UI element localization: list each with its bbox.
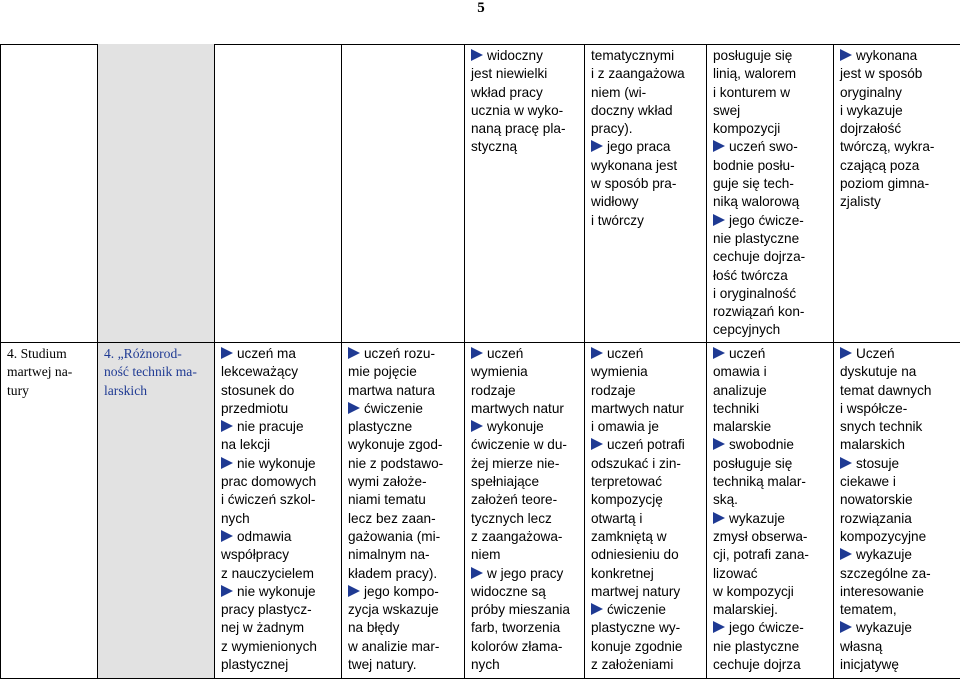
cell-line: łość twórcza xyxy=(713,267,788,283)
cell-line: plastyczne wy- xyxy=(591,620,681,636)
cell-grade-6 xyxy=(834,343,960,679)
cell-line: nych xyxy=(471,657,500,673)
cell-line: linią, walorem xyxy=(713,66,797,82)
triangle-right-icon xyxy=(348,347,360,359)
cell-line: uczeń swo- xyxy=(713,138,829,156)
cell-line: współpracy xyxy=(221,547,289,563)
cell-line: nowatorskie xyxy=(840,492,913,508)
cell-line: zamkniętą w xyxy=(591,528,667,544)
cell-line: wymienia xyxy=(591,364,648,380)
cell-line: farb, tworzenia xyxy=(471,620,561,636)
cell-line: swobodnie xyxy=(713,436,829,454)
cell-grade-4 xyxy=(585,343,707,679)
cell-line: pracy). xyxy=(591,121,633,137)
cell-line: jego kompo- xyxy=(348,583,460,601)
cell-line: kompozycji xyxy=(713,121,781,137)
cell-top-3 xyxy=(215,45,342,343)
cell-line: doczny wkład xyxy=(591,102,673,118)
cell-line: jego praca xyxy=(591,138,702,156)
grading-criteria-table xyxy=(0,44,960,679)
cell-line: guje się tech- xyxy=(713,176,794,192)
cell-line: cji, potrafi zana- xyxy=(713,547,809,563)
cell-line: nie wykonuje xyxy=(221,583,337,601)
cell-line: na błędy xyxy=(348,620,400,636)
cell-line: prac domowych xyxy=(221,474,317,490)
cell-line: w analizie mar- xyxy=(348,638,440,654)
triangle-right-icon xyxy=(471,49,483,61)
cell-line: naną pracę pla- xyxy=(471,121,566,137)
cell-line: ćwiczenie xyxy=(348,400,460,418)
cell-line: wykonana xyxy=(840,47,956,65)
cell-line: uczeń potrafi xyxy=(591,436,702,454)
cell-line: i oryginalność xyxy=(713,285,797,301)
cell-line: nie z podstawo- xyxy=(348,455,444,471)
cell-line: techniki xyxy=(713,400,760,416)
cell-line: gażowania (mi- xyxy=(348,528,441,544)
cell-line: styczną xyxy=(471,139,518,155)
triangle-right-icon xyxy=(591,438,603,450)
cell-line: ską. xyxy=(713,492,738,508)
triangle-right-icon xyxy=(713,621,725,633)
cell-line: konkretnej xyxy=(591,565,654,581)
cell-line: ćwiczenie xyxy=(591,601,702,619)
cell-grade-3 xyxy=(465,343,585,679)
cell-line: interesowanie xyxy=(840,583,924,599)
triangle-right-icon xyxy=(591,347,603,359)
cell-line: dyskutuje na xyxy=(840,364,917,380)
cell-line: martwych natur xyxy=(591,400,684,416)
cell-line: kompozycyjne xyxy=(840,528,927,544)
cell-line: ciekawe i xyxy=(840,474,896,490)
cell-line: uczeń xyxy=(471,345,580,363)
cell-line: odniesieniu do xyxy=(591,547,679,563)
cell-top-8 xyxy=(834,45,960,343)
cell-line: stosuje xyxy=(840,455,956,473)
triangle-right-icon xyxy=(840,49,852,61)
cell-top-4 xyxy=(342,45,465,343)
cell-line: kładem pracy). xyxy=(348,565,438,581)
cell-line: jego ćwicze- xyxy=(713,619,829,637)
cell-line: larskich xyxy=(104,382,148,398)
cell-lesson-number xyxy=(1,343,98,679)
cell-top-7 xyxy=(707,45,834,343)
triangle-right-icon xyxy=(471,347,483,359)
cell-line: z nauczycielem xyxy=(221,565,314,581)
cell-line: widłowy xyxy=(591,194,639,210)
triangle-right-icon xyxy=(713,512,725,524)
cell-line: tycznych lecz xyxy=(471,510,552,526)
cell-line: i wykazuje xyxy=(840,102,903,118)
cell-line: żej mierze nie- xyxy=(471,455,560,471)
triangle-right-icon xyxy=(221,585,233,597)
cell-line: cechuje dojrza- xyxy=(713,249,806,265)
cell-line: temat dawnych xyxy=(840,382,932,398)
cell-line: wymi założe- xyxy=(348,474,427,490)
cell-line: analizuje xyxy=(713,382,767,398)
cell-lesson-topic xyxy=(98,343,215,679)
cell-line: wykazuje xyxy=(840,619,956,637)
cell-line: niami tematu xyxy=(348,492,426,508)
cell-line: omawia i xyxy=(713,364,767,380)
cell-top-5 xyxy=(465,45,585,343)
cell-line: nej w żadnym xyxy=(221,620,305,636)
cell-line: niem (wi- xyxy=(591,84,647,100)
cell-top-2 xyxy=(98,45,215,343)
cell-line: z wymienionych xyxy=(221,638,317,654)
cell-line: nych xyxy=(221,510,250,526)
cell-line: plastyczne xyxy=(348,419,413,435)
cell-line: stosunek do xyxy=(221,382,295,398)
cell-line: inicjatywę xyxy=(840,657,899,673)
cell-line: rozwiązań kon- xyxy=(713,304,805,320)
cell-line: kolorów złama- xyxy=(471,638,563,654)
cell-line: nimalnym na- xyxy=(348,547,430,563)
cell-line: jego ćwicze- xyxy=(713,212,829,230)
triangle-right-icon xyxy=(221,420,233,432)
cell-line: tury xyxy=(7,382,29,398)
cell-line: i twórczy xyxy=(591,212,644,228)
cell-line: i współcze- xyxy=(840,400,908,416)
cell-line: posługuje się xyxy=(713,455,793,471)
cell-line: wykonuje xyxy=(471,418,580,436)
cell-top-6 xyxy=(585,45,707,343)
cell-line: terpretować xyxy=(591,474,663,490)
cell-line: rozwiązania xyxy=(840,510,912,526)
cell-line: martwa natura xyxy=(348,382,435,398)
cell-line: jest w sposób xyxy=(840,66,923,82)
cell-line: ćwiczenie w du- xyxy=(471,437,567,453)
cell-line: zjalisty xyxy=(840,194,881,210)
triangle-right-icon xyxy=(840,347,852,359)
triangle-right-icon xyxy=(348,402,360,414)
cell-line: nie plastyczne xyxy=(713,230,800,246)
cell-line: twórczą, wykra- xyxy=(840,139,935,155)
cell-line: niką walorową xyxy=(713,194,800,210)
cell-line: snych technik xyxy=(840,419,923,435)
triangle-right-icon xyxy=(221,457,233,469)
cell-line: mie pojęcie xyxy=(348,364,417,380)
cell-line: lekceważący xyxy=(221,364,299,380)
cell-line: malarskich xyxy=(840,437,905,453)
cell-line: czającą poza xyxy=(840,157,920,173)
cell-line: wykazuje xyxy=(713,510,829,528)
cell-line: z zaangażowa- xyxy=(471,528,563,544)
cell-line: lizować xyxy=(713,565,758,581)
cell-line: jest niewielki xyxy=(471,66,548,82)
cell-line: Uczeń xyxy=(840,345,956,363)
cell-line: i konturem w xyxy=(713,84,791,100)
cell-line: i z zaangażowa xyxy=(591,66,685,82)
cell-line: cepcyjnych xyxy=(713,322,781,338)
triangle-right-icon xyxy=(221,347,233,359)
triangle-right-icon xyxy=(713,347,725,359)
triangle-right-icon xyxy=(713,214,725,226)
cell-line: zycja wskazuje xyxy=(348,602,439,618)
cell-line: uczeń xyxy=(591,345,702,363)
cell-line: niem xyxy=(471,547,501,563)
cell-line: rodzaje xyxy=(471,382,516,398)
cell-line: swej xyxy=(713,102,741,118)
cell-line: przedmiotu xyxy=(221,400,289,416)
cell-line: 4. „Różnorod- xyxy=(104,346,182,361)
cell-line: bodnie posłu- xyxy=(713,157,795,173)
cell-line: uczeń xyxy=(713,345,829,363)
cell-line: ucznia w wyko- xyxy=(471,102,564,118)
triangle-right-icon xyxy=(471,567,483,579)
cell-line: otwartą i xyxy=(591,510,643,526)
cell-line: nie plastyczne xyxy=(713,638,800,654)
page-number: 5 xyxy=(477,0,485,16)
triangle-right-icon xyxy=(471,420,483,432)
cell-line: spełniające xyxy=(471,474,540,490)
cell-line: ność technik ma- xyxy=(104,364,197,380)
cell-line: odszukać i zin- xyxy=(591,455,681,471)
cell-line: konuje zgodnie xyxy=(591,638,683,654)
triangle-right-icon xyxy=(221,530,233,542)
cell-line: oryginalny xyxy=(840,84,902,100)
table-row-bottom xyxy=(1,343,960,679)
cell-line: tematycznymi xyxy=(591,48,675,63)
cell-line: twej natury. xyxy=(348,657,417,673)
cell-line: uczeń rozu- xyxy=(348,345,460,363)
triangle-right-icon xyxy=(840,548,852,560)
cell-line: własną xyxy=(840,638,883,654)
cell-line: widoczny xyxy=(471,47,580,65)
cell-line: nie wykonuje xyxy=(221,455,337,473)
triangle-right-icon xyxy=(348,585,360,597)
cell-line: wkład pracy xyxy=(471,84,543,100)
triangle-right-icon xyxy=(591,140,603,152)
triangle-right-icon xyxy=(591,603,603,615)
cell-line: malarskie xyxy=(713,419,772,435)
cell-line: tematem, xyxy=(840,602,897,618)
cell-line: kompozycję xyxy=(591,492,663,508)
cell-line: lecz bez zaan- xyxy=(348,510,436,526)
cell-line: plastycznej xyxy=(221,657,289,673)
cell-line: dojrzałość xyxy=(840,121,902,137)
cell-line: martwej natury xyxy=(591,583,681,599)
triangle-right-icon xyxy=(713,140,725,152)
cell-line: martwych natur xyxy=(471,400,564,416)
cell-line: nie pracuje xyxy=(221,418,337,436)
cell-line: odmawia xyxy=(221,528,337,546)
cell-line: 4. Studium xyxy=(7,346,67,361)
cell-line: szczególne za- xyxy=(840,565,931,581)
cell-line: techniką malar- xyxy=(713,474,806,490)
cell-line: wymienia xyxy=(471,364,528,380)
cell-line: i ćwiczeń szkol- xyxy=(221,492,316,508)
cell-line: uczeń ma xyxy=(221,345,337,363)
cell-line: wykazuje xyxy=(840,546,956,564)
triangle-right-icon xyxy=(713,438,725,450)
cell-line: próby mieszania xyxy=(471,602,570,618)
cell-line: rodzaje xyxy=(591,382,636,398)
cell-line: widoczne są xyxy=(471,583,546,599)
cell-top-1 xyxy=(1,45,98,343)
cell-line: posługuje się xyxy=(713,48,793,63)
cell-line: cechuje dojrza xyxy=(713,657,801,673)
cell-grade-5 xyxy=(707,343,834,679)
cell-line: malarskiej. xyxy=(713,602,778,618)
cell-line: w sposób pra- xyxy=(591,176,677,192)
triangle-right-icon xyxy=(840,457,852,469)
cell-grade-2 xyxy=(342,343,465,679)
cell-line: pracy plastycz- xyxy=(221,602,312,618)
cell-line: z założeniami xyxy=(591,657,674,673)
cell-grade-1 xyxy=(215,343,342,679)
cell-line: w kompozycji xyxy=(713,583,794,599)
cell-line: martwej na- xyxy=(7,364,73,380)
cell-line: wykonana jest xyxy=(591,157,678,173)
cell-line: i omawia je xyxy=(591,419,659,435)
triangle-right-icon xyxy=(840,621,852,633)
cell-line: wykonuje zgod- xyxy=(348,437,443,453)
table-row-top xyxy=(1,45,960,343)
cell-line: poziom gimna- xyxy=(840,176,930,192)
cell-line: założeń teore- xyxy=(471,492,558,508)
cell-line: w jego pracy xyxy=(471,565,580,583)
cell-line: na lekcji xyxy=(221,437,271,453)
cell-line: zmysł obserwa- xyxy=(713,528,808,544)
